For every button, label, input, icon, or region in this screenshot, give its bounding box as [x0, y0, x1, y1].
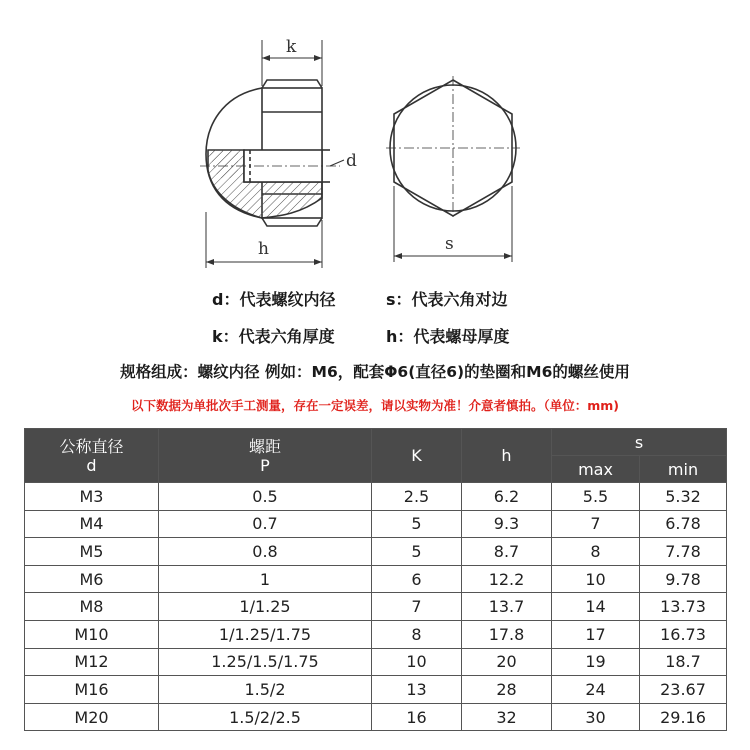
- cell-s-min: 6.78: [640, 510, 727, 538]
- table-row: [25, 620, 727, 648]
- cell-pitch: 0.8: [159, 538, 372, 566]
- header-nominal-label: 公称直径: [59, 436, 124, 456]
- cell-s-max: 17: [552, 620, 640, 648]
- dim-s-label: s: [445, 234, 454, 254]
- cell-k: 13: [372, 676, 462, 704]
- cell-d: M20: [25, 703, 159, 731]
- legend-s: s：代表六角对边: [386, 290, 508, 309]
- cell-s-max: 7: [552, 510, 640, 538]
- cell-k: 2.5: [372, 483, 462, 511]
- cell-s-max: 10: [552, 565, 640, 593]
- cell-pitch: 1/1.25: [159, 593, 372, 621]
- cell-s-min: 5.32: [640, 483, 727, 511]
- header-nominal-sub: d: [86, 455, 97, 475]
- cell-pitch: 1.5/2: [159, 676, 372, 704]
- cell-s-max: 8: [552, 538, 640, 566]
- legend-row-2: [212, 324, 510, 347]
- cell-d: M16: [25, 676, 159, 704]
- cap-nut-technical-drawing: [0, 0, 750, 280]
- cell-h: 8.7: [462, 538, 552, 566]
- cell-d: M4: [25, 510, 159, 538]
- dim-k-label: k: [286, 37, 297, 57]
- table-row: [25, 676, 727, 704]
- cell-s-max: 24: [552, 676, 640, 704]
- cell-pitch: 1.5/2/2.5: [159, 703, 372, 731]
- cell-s-min: 16.73: [640, 620, 727, 648]
- cell-pitch: 1/1.25/1.75: [159, 620, 372, 648]
- cell-h: 13.7: [462, 593, 552, 621]
- cell-d: M3: [25, 483, 159, 511]
- header-k: K: [372, 429, 462, 483]
- cell-pitch: 1.25/1.5/1.75: [159, 648, 372, 676]
- cell-s-min: 7.78: [640, 538, 727, 566]
- cell-h: 32: [462, 703, 552, 731]
- cell-k: 6: [372, 565, 462, 593]
- table-row: [25, 593, 727, 621]
- header-pitch-label: 螺距: [248, 436, 281, 456]
- cell-h: 20: [462, 648, 552, 676]
- cell-pitch: 0.5: [159, 483, 372, 511]
- legend-row-1: [212, 287, 508, 310]
- cell-s-min: 18.7: [640, 648, 727, 676]
- cell-d: M5: [25, 538, 159, 566]
- cell-k: 10: [372, 648, 462, 676]
- header-h: h: [462, 429, 552, 483]
- cell-h: 28: [462, 676, 552, 704]
- side-view: [200, 40, 344, 268]
- cell-k: 16: [372, 703, 462, 731]
- cell-s-min: 9.78: [640, 565, 727, 593]
- cell-pitch: 1: [159, 565, 372, 593]
- cell-h: 12.2: [462, 565, 552, 593]
- cell-h: 6.2: [462, 483, 552, 511]
- legend-d: d：代表螺纹内径: [212, 290, 336, 309]
- cell-k: 7: [372, 593, 462, 621]
- dim-d-label: d: [346, 151, 357, 171]
- header-nominal-diameter: [25, 429, 159, 483]
- cell-d: M6: [25, 565, 159, 593]
- table-row: [25, 565, 727, 593]
- cell-h: 9.3: [462, 510, 552, 538]
- cell-s-max: 30: [552, 703, 640, 731]
- table-row: [25, 703, 727, 731]
- cell-s-min: 23.67: [640, 676, 727, 704]
- table-row: [25, 483, 727, 511]
- cell-k: 5: [372, 538, 462, 566]
- header-pitch: [159, 429, 372, 483]
- cell-s-max: 14: [552, 593, 640, 621]
- cell-s-min: 13.73: [640, 593, 727, 621]
- table-row: [25, 538, 727, 566]
- legend-k: k：代表六角厚度: [212, 327, 335, 346]
- cell-d: M10: [25, 620, 159, 648]
- spec-table: [24, 428, 727, 731]
- cell-s-max: 5.5: [552, 483, 640, 511]
- header-s-min: min: [640, 456, 727, 483]
- cell-d: M8: [25, 593, 159, 621]
- table-row: [25, 510, 727, 538]
- cell-pitch: 0.7: [159, 510, 372, 538]
- header-s: s: [552, 429, 727, 456]
- dim-h-label: h: [258, 239, 269, 259]
- cell-k: 8: [372, 620, 462, 648]
- legend-h: h：代表螺母厚度: [386, 327, 510, 346]
- spec-composition-note: 规格组成：螺纹内径 例如：M6，配套Φ6(直径6)的垫圈和M6的螺丝使用: [120, 363, 630, 381]
- cell-k: 5: [372, 510, 462, 538]
- cell-s-min: 29.16: [640, 703, 727, 731]
- cell-h: 17.8: [462, 620, 552, 648]
- header-pitch-sub: P: [260, 455, 270, 475]
- cell-s-max: 19: [552, 648, 640, 676]
- header-s-max: max: [552, 456, 640, 483]
- measurement-warning: 以下数据为单批次手工测量，存在一定误差，请以实物为准！介意者慎拍。（单位：mm): [130, 398, 619, 413]
- cell-d: M12: [25, 648, 159, 676]
- table-row: [25, 648, 727, 676]
